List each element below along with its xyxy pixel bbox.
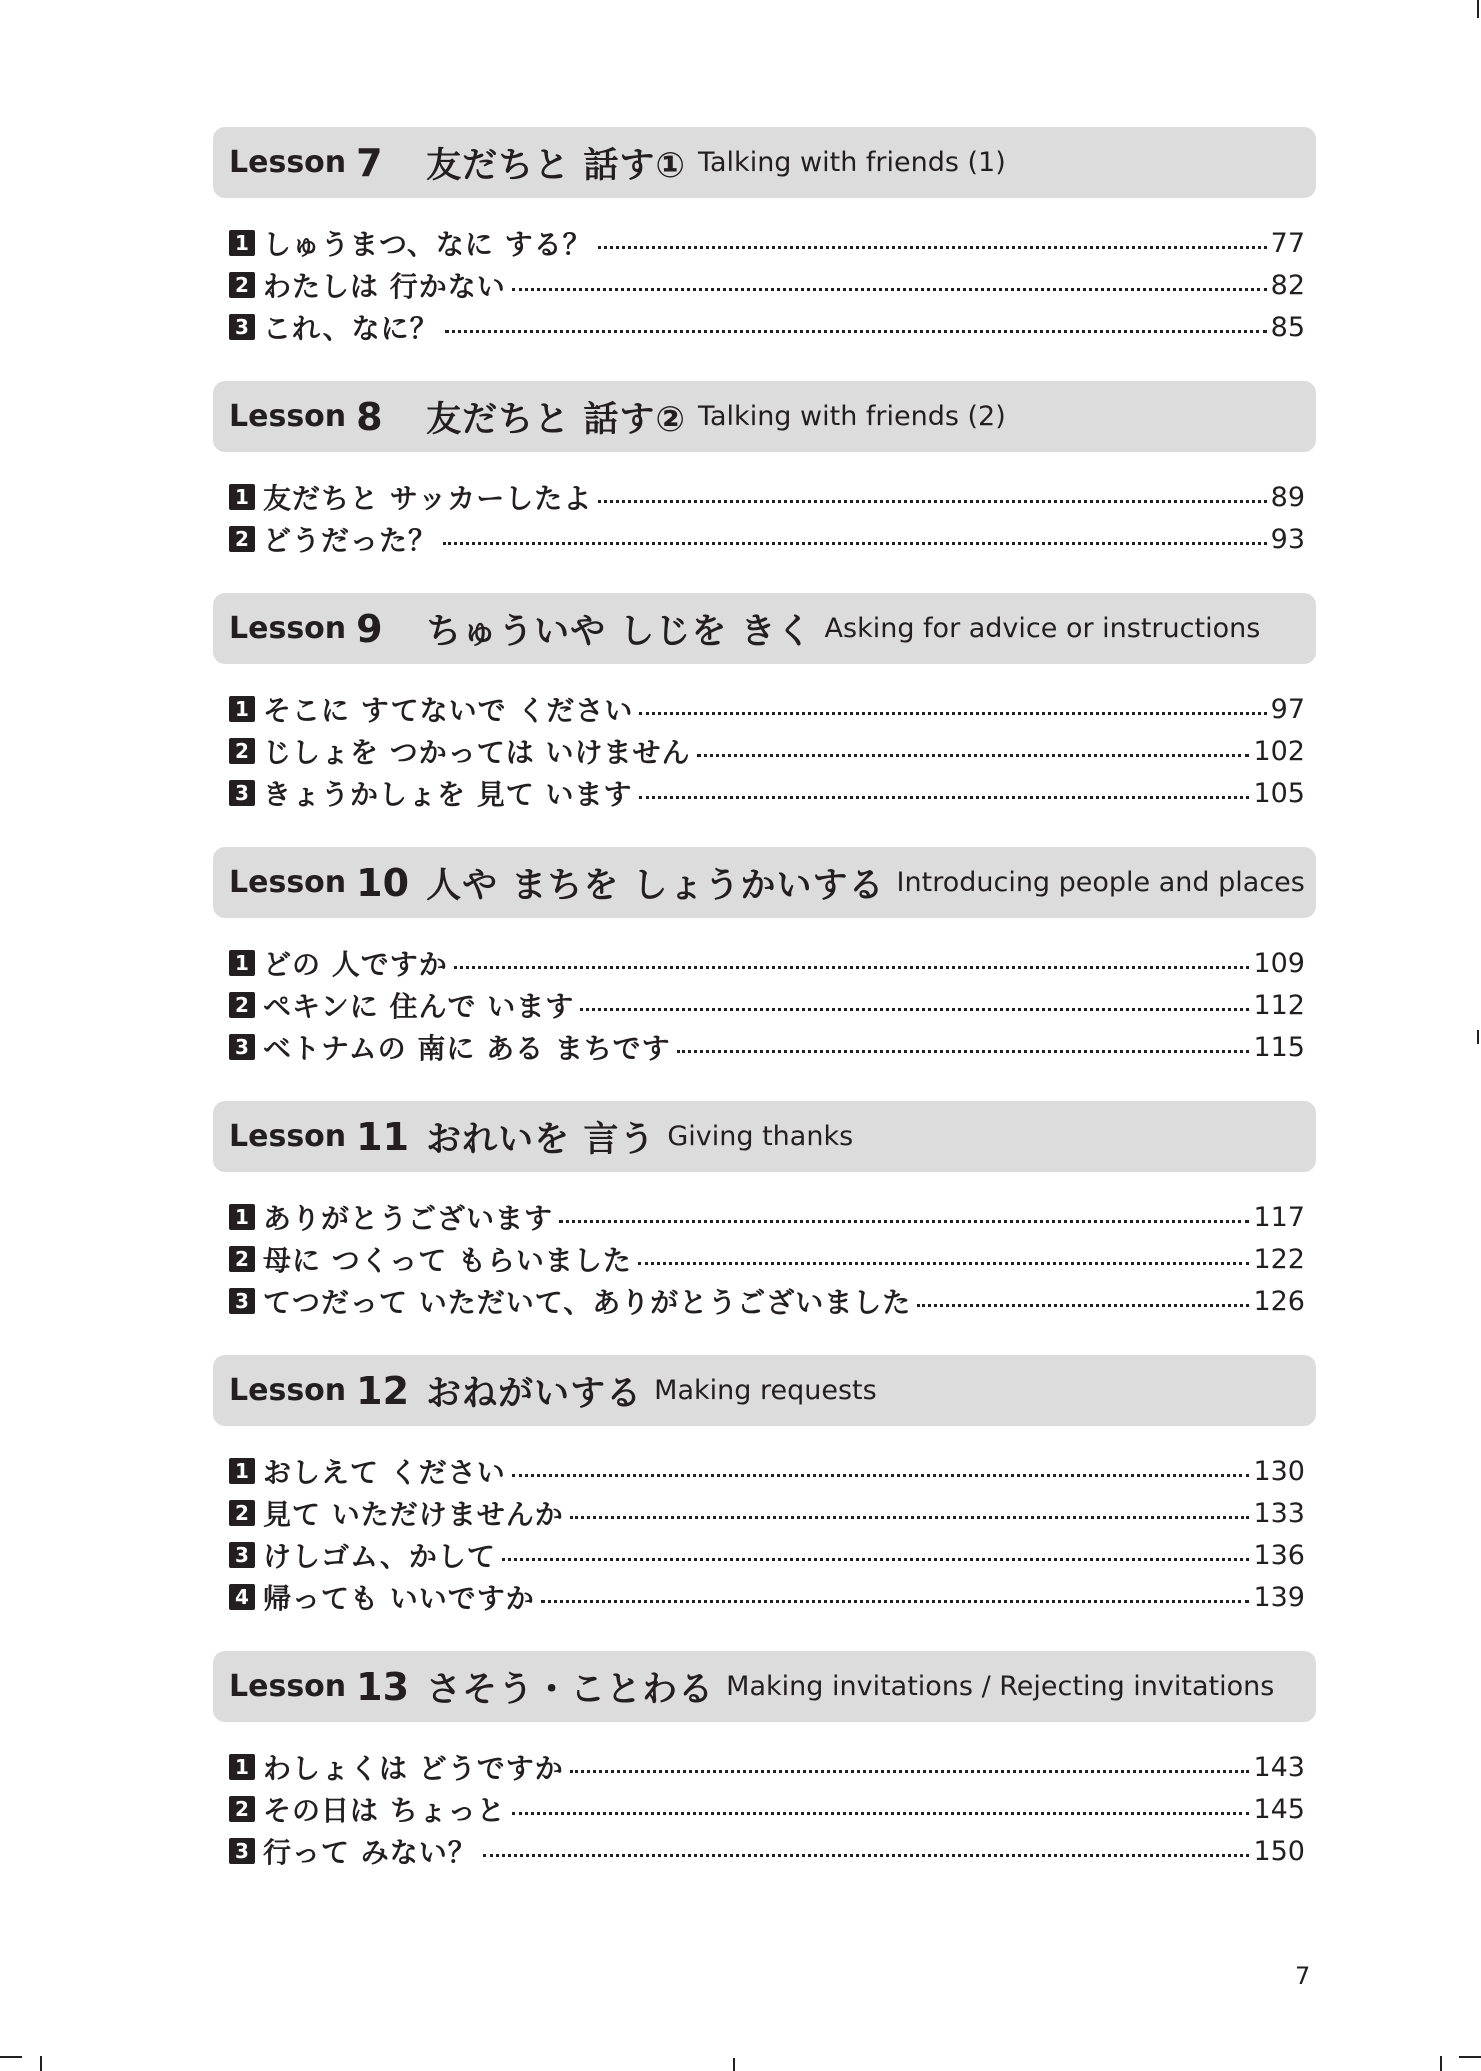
item-page-number: 136 xyxy=(1253,1539,1305,1571)
item-title: 友だちと サッカーしたよ xyxy=(263,482,593,515)
lesson-section xyxy=(213,593,1316,814)
item-number-badge: 3 xyxy=(229,314,255,340)
lesson-title-jp: おれいを 言う xyxy=(426,1119,656,1160)
item-title: どの 人ですか xyxy=(263,948,448,981)
toc-item[interactable] xyxy=(213,264,1316,306)
dot-leader xyxy=(570,1516,1250,1519)
lesson-section xyxy=(213,1101,1316,1322)
item-page-number: 145 xyxy=(1253,1793,1305,1825)
crop-mark-top-right xyxy=(1477,0,1479,18)
item-number-badge: 2 xyxy=(229,992,255,1018)
dot-leader xyxy=(512,1812,1250,1815)
dot-leader xyxy=(598,500,1266,503)
toc-item[interactable] xyxy=(213,1450,1316,1492)
item-title: わしょくは どうですか xyxy=(263,1752,564,1785)
lesson-title-en: Asking for advice or instructions xyxy=(824,613,1261,644)
dot-leader xyxy=(512,1474,1250,1477)
toc-item[interactable] xyxy=(213,1746,1316,1788)
item-page-number: 85 xyxy=(1270,311,1305,343)
lesson-header xyxy=(213,593,1316,664)
item-number-badge: 3 xyxy=(229,1542,255,1568)
item-page-number: 77 xyxy=(1270,227,1305,259)
toc-item[interactable] xyxy=(213,476,1316,518)
item-title: そこに すてないで ください xyxy=(263,694,634,727)
lesson-word: Lesson xyxy=(229,865,347,900)
dot-leader xyxy=(580,1008,1249,1011)
dot-leader xyxy=(559,1220,1249,1223)
toc-item[interactable] xyxy=(213,1026,1316,1068)
item-page-number: 82 xyxy=(1270,269,1305,301)
lesson-items xyxy=(213,222,1316,348)
item-number-badge: 2 xyxy=(229,526,255,552)
item-number-badge: 4 xyxy=(229,1584,255,1610)
lesson-number: 13 xyxy=(356,1664,410,1709)
crop-mark-bottom-right-vertical xyxy=(1440,2056,1442,2071)
item-title: その日は ちょっと xyxy=(263,1794,506,1827)
lesson-word: Lesson xyxy=(229,399,347,434)
item-title: 行って みない？ xyxy=(263,1836,477,1869)
lesson-items xyxy=(213,688,1316,814)
item-number-badge: 1 xyxy=(229,1204,255,1230)
dot-leader xyxy=(638,1262,1250,1265)
lesson-items xyxy=(213,1450,1316,1618)
lesson-title-jp: 人や まちを しょうかいする xyxy=(426,865,885,906)
toc-item[interactable] xyxy=(213,1196,1316,1238)
lesson-header xyxy=(213,1355,1316,1426)
lesson-header xyxy=(213,847,1316,918)
item-number-badge: 1 xyxy=(229,1754,255,1780)
item-page-number: 117 xyxy=(1253,1201,1305,1233)
lesson-word: Lesson xyxy=(229,145,347,180)
item-number-badge: 3 xyxy=(229,1034,255,1060)
dot-leader xyxy=(512,288,1267,291)
item-page-number: 97 xyxy=(1270,693,1305,725)
dot-leader xyxy=(445,330,1267,333)
toc-item[interactable] xyxy=(213,1280,1316,1322)
lesson-title-en: Giving thanks xyxy=(667,1121,854,1152)
toc-item[interactable] xyxy=(213,306,1316,348)
item-page-number: 126 xyxy=(1253,1285,1305,1317)
toc-item[interactable] xyxy=(213,1492,1316,1534)
item-number-badge: 2 xyxy=(229,1246,255,1272)
item-page-number: 102 xyxy=(1253,735,1305,767)
item-title: ありがとうございます xyxy=(263,1202,554,1235)
lesson-title-jp: 友だちと 話す② xyxy=(426,399,686,440)
lesson-number: 10 xyxy=(356,860,410,905)
lesson-items xyxy=(213,476,1316,560)
lesson-title-jp: おねがいする xyxy=(426,1373,643,1414)
item-title: これ、なに？ xyxy=(263,312,439,345)
toc-item[interactable] xyxy=(213,1576,1316,1618)
dot-leader xyxy=(541,1600,1250,1603)
crop-mark-bottom-left xyxy=(0,2056,22,2058)
item-number-badge: 2 xyxy=(229,738,255,764)
item-title: ペキンに 住んで います xyxy=(263,990,575,1023)
item-title: 帰っても いいですか xyxy=(263,1582,535,1615)
toc-item[interactable] xyxy=(213,688,1316,730)
toc-item[interactable] xyxy=(213,942,1316,984)
dot-leader xyxy=(639,712,1266,715)
lesson-header xyxy=(213,1651,1316,1722)
item-number-badge: 2 xyxy=(229,272,255,298)
lesson-word: Lesson xyxy=(229,611,347,646)
lesson-number: 11 xyxy=(356,1114,410,1159)
item-number-badge: 3 xyxy=(229,1288,255,1314)
item-page-number: 93 xyxy=(1270,523,1305,555)
dot-leader xyxy=(454,966,1250,969)
lesson-items xyxy=(213,1746,1316,1872)
dot-leader xyxy=(570,1770,1250,1773)
lesson-section xyxy=(213,127,1316,348)
lesson-number: 12 xyxy=(356,1368,410,1413)
lesson-title-en: Talking with friends (1) xyxy=(697,147,1006,178)
item-title: ベトナムの 南に ある まちです xyxy=(263,1032,671,1065)
lesson-items xyxy=(213,1196,1316,1322)
lesson-word: Lesson xyxy=(229,1119,347,1154)
item-page-number: 109 xyxy=(1253,947,1305,979)
lesson-title-en: Introducing people and places xyxy=(896,867,1305,898)
dot-leader xyxy=(502,1558,1250,1561)
item-page-number: 133 xyxy=(1253,1497,1305,1529)
toc-item[interactable] xyxy=(213,1238,1316,1280)
lesson-title-jp: ちゅういや しじを きく xyxy=(426,611,813,652)
item-page-number: 150 xyxy=(1253,1835,1305,1867)
lesson-word: Lesson xyxy=(229,1373,347,1408)
item-number-badge: 2 xyxy=(229,1500,255,1526)
lesson-number: 8 xyxy=(356,394,383,439)
page-number: 7 xyxy=(1295,1962,1311,1990)
item-title: どうだった？ xyxy=(263,524,438,557)
dot-leader xyxy=(677,1050,1250,1053)
item-number-badge: 3 xyxy=(229,1838,255,1864)
lesson-word: Lesson xyxy=(229,1669,347,1704)
toc-item[interactable] xyxy=(213,222,1316,264)
dot-leader xyxy=(639,796,1250,799)
item-title: しゅうまつ、なに する？ xyxy=(263,228,592,261)
lesson-title-en: Making invitations / Rejecting invitations xyxy=(726,1671,1275,1702)
crop-mark-bottom-center xyxy=(733,2058,735,2071)
item-page-number: 122 xyxy=(1253,1243,1305,1275)
lesson-header xyxy=(213,381,1316,452)
crop-mark-bottom-left-vertical xyxy=(40,2056,42,2071)
toc-item[interactable] xyxy=(213,772,1316,814)
item-title: じしょを つかっては いけません xyxy=(263,736,691,769)
dot-leader xyxy=(697,754,1250,757)
lesson-section xyxy=(213,381,1316,560)
toc-item[interactable] xyxy=(213,1788,1316,1830)
toc-item[interactable] xyxy=(213,1830,1316,1872)
item-number-badge: 1 xyxy=(229,696,255,722)
lesson-header xyxy=(213,1101,1316,1172)
item-page-number: 115 xyxy=(1253,1031,1305,1063)
toc-item[interactable] xyxy=(213,730,1316,772)
lesson-header xyxy=(213,127,1316,198)
lesson-title-jp: 友だちと 話す① xyxy=(426,145,686,186)
item-page-number: 130 xyxy=(1253,1455,1305,1487)
lesson-title-en: Making requests xyxy=(654,1375,877,1406)
item-title: おしえて ください xyxy=(263,1456,506,1489)
lesson-number: 7 xyxy=(356,140,383,185)
dot-leader xyxy=(443,542,1267,545)
item-number-badge: 1 xyxy=(229,950,255,976)
item-number-badge: 3 xyxy=(229,780,255,806)
item-title: 見て いただけませんか xyxy=(263,1498,564,1531)
toc-item[interactable] xyxy=(213,1534,1316,1576)
dot-leader xyxy=(483,1854,1250,1857)
item-number-badge: 1 xyxy=(229,484,255,510)
lesson-section xyxy=(213,847,1316,1068)
lesson-section xyxy=(213,1651,1316,1872)
item-number-badge: 1 xyxy=(229,230,255,256)
item-number-badge: 2 xyxy=(229,1796,255,1822)
crop-mark-right-center xyxy=(1477,1030,1479,1044)
item-title: けしゴム、かして xyxy=(263,1540,496,1573)
toc-item[interactable] xyxy=(213,984,1316,1026)
dot-leader xyxy=(917,1304,1249,1307)
item-page-number: 112 xyxy=(1253,989,1305,1021)
lesson-number: 9 xyxy=(356,606,383,651)
item-page-number: 105 xyxy=(1253,777,1305,809)
lesson-title-en: Talking with friends (2) xyxy=(697,401,1006,432)
item-page-number: 89 xyxy=(1270,481,1305,513)
dot-leader xyxy=(598,246,1267,249)
crop-mark-bottom-right xyxy=(1459,2056,1481,2058)
item-page-number: 139 xyxy=(1253,1581,1305,1613)
item-page-number: 143 xyxy=(1253,1751,1305,1783)
item-title: わたしは 行かない xyxy=(263,270,506,303)
lesson-section xyxy=(213,1355,1316,1618)
item-number-badge: 1 xyxy=(229,1458,255,1484)
item-title: きょうかしょを 見て います xyxy=(263,778,633,811)
item-title: 母に つくって もらいました xyxy=(263,1244,632,1277)
toc-item[interactable] xyxy=(213,518,1316,560)
lesson-title-jp: さそう・ことわる xyxy=(426,1669,715,1710)
lesson-items xyxy=(213,942,1316,1068)
item-title: てつだって いただいて、ありがとうございました xyxy=(263,1286,912,1319)
